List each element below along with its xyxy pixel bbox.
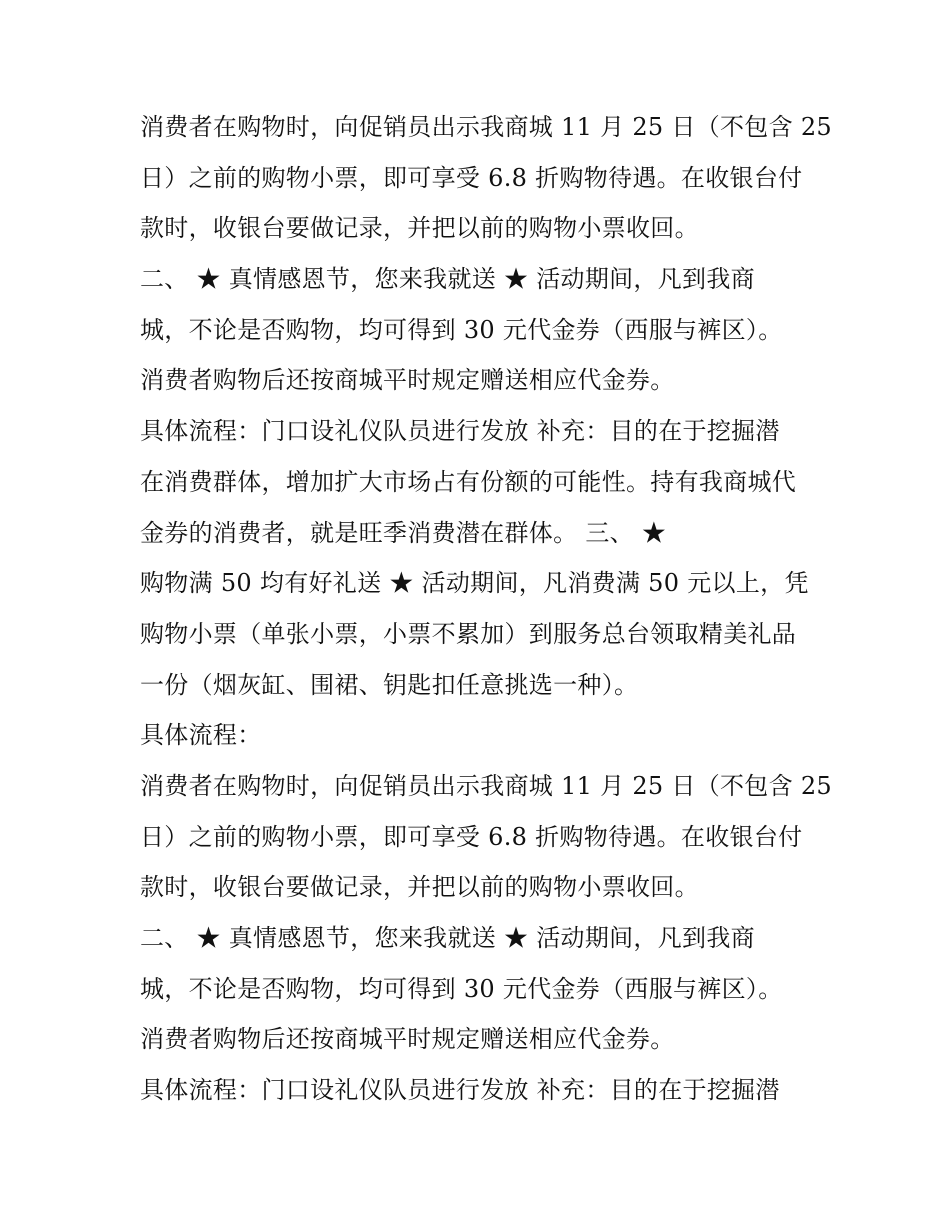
- text-line: 具体流程：门口设礼仪队员进行发放 补充：目的在于挖掘潜: [140, 1076, 780, 1105]
- text-line: 一份（烟灰缸、围裙、钥匙扣任意挑选一种）。: [140, 670, 639, 699]
- text-line: 金券的消费者，就是旺季消费潜在群体。 三、 ★: [140, 518, 667, 547]
- text-line: 二、 ★ 真情感恩节，您来我就送 ★ 活动期间，凡到我商: [140, 265, 755, 294]
- text-line: 城，不论是否购物，均可得到 30 元代金券（西服与裤区）。: [140, 315, 783, 344]
- text-line: 消费者在购物时，向促销员出示我商城 11 月 25 日（不包含 25: [140, 113, 832, 141]
- text-line: 日）之前的购物小票，即可享受 6.8 折购物待遇。在收银台付: [140, 163, 803, 192]
- text-line: 具体流程：门口设礼仪队员进行发放 补充：目的在于挖掘潜: [140, 417, 780, 446]
- document-body: [140, 102, 840, 1116]
- text-line: 购物小票（单张小票，小票不累加）到服务总台领取精美礼品: [140, 619, 797, 648]
- text-line: 具体流程：: [140, 721, 262, 750]
- text-line: 消费者购物后还按商城平时规定赠送相应代金券。: [140, 1025, 675, 1054]
- text-line: 款时，收银台要做记录，并把以前的购物小票收回。: [140, 873, 699, 902]
- text-line: 二、 ★ 真情感恩节，您来我就送 ★ 活动期间，凡到我商: [140, 924, 755, 952]
- text-line: 在消费群体，增加扩大市场占有份额的可能性。持有我商城代: [140, 467, 797, 496]
- text-line: 日）之前的购物小票，即可享受 6.8 折购物待遇。在收银台付: [140, 822, 803, 851]
- text-line: 消费者购物后还按商城平时规定赠送相应代金券。: [140, 366, 675, 395]
- text-line: 购物满 50 均有好礼送 ★ 活动期间，凡消费满 50 元以上，凭: [140, 569, 809, 598]
- text-line: 款时，收银台要做记录，并把以前的购物小票收回。: [140, 214, 699, 243]
- text-line: 消费者在购物时，向促销员出示我商城 11 月 25 日（不包含 25: [140, 771, 832, 800]
- text-line: 城，不论是否购物，均可得到 30 元代金券（西服与裤区）。: [140, 974, 783, 1003]
